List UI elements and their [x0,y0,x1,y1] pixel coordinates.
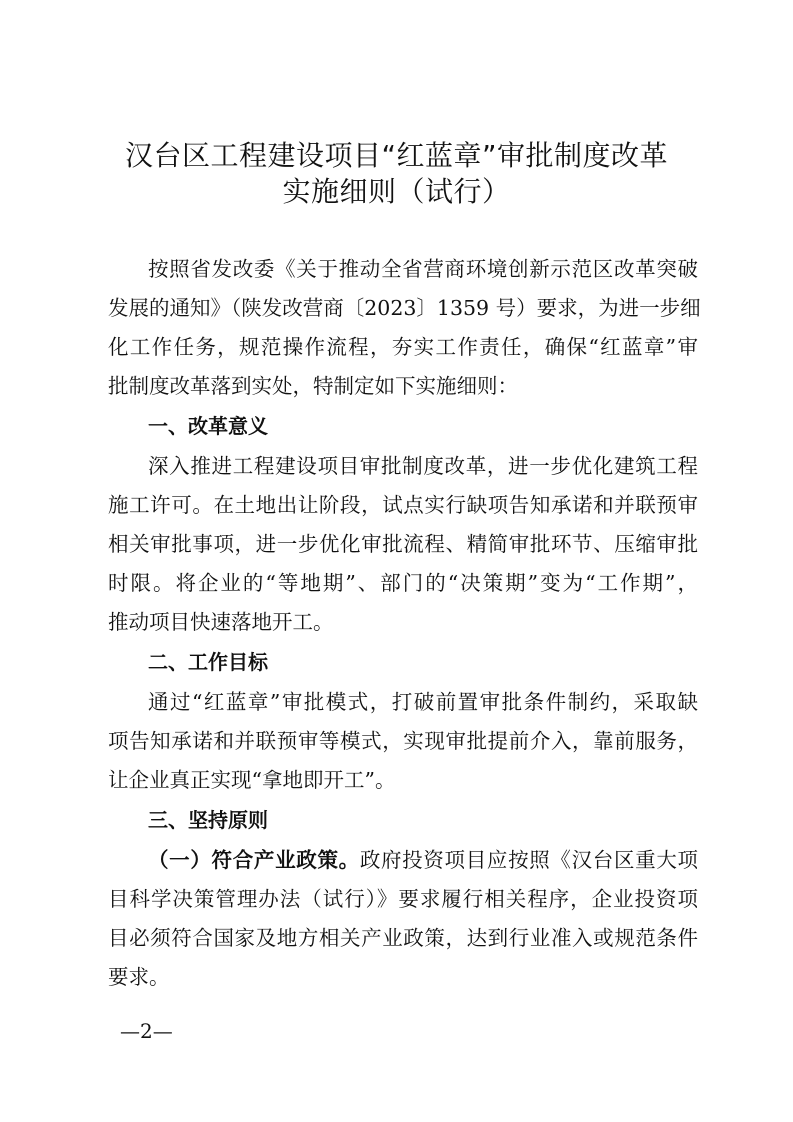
section-3-line-3: 目必须符合国家及地方相关产业政策，达到行业准入或规范条件 [108,926,698,950]
section-1-line-4: 时限。将企业的“等地期”、部门的“决策期”变为“工作期”， [108,571,698,595]
section-1-line-5: 推动项目快速落地开工。 [108,610,334,634]
section-3-line-1 [148,845,698,875]
intro-line-2: 发展的通知》（陕发改营商〔2023〕1359 号）要求，为进一步细 [108,296,701,320]
section-3-line-2: 目科学决策管理办法（试行）》要求履行相关程序，企业投资项 [108,887,698,911]
section-heading-1: 一、改革意义 [148,414,268,438]
section-3-line-1-text: 政府投资项目应按照《汉台区重大项 [359,848,699,872]
document-title-line-2: 实施细则（试行） [282,175,511,208]
section-3-line-4: 要求。 [108,965,170,989]
section-2-line-3: 让企业真正实现“拿地即开工”。 [108,768,396,792]
section-2-line-2: 项告知承诺和并联预审等模式，实现审批提前介入，靠前服务， [108,729,698,753]
section-heading-3: 三、坚持原则 [148,808,268,832]
section-1-line-1: 深入推进工程建设项目审批制度改革，进一步优化建筑工程 [148,454,698,478]
section-heading-2: 二、工作目标 [148,650,268,674]
intro-line-3: 化工作任务，规范操作流程，夯实工作责任，确保“红蓝章”审 [108,335,698,359]
page-number: —2— [120,1019,173,1043]
section-2-line-1: 通过“红蓝章”审批模式，打破前置审批条件制约，采取缺 [148,690,698,714]
document-title-line-1: 汉台区工程建设项目“红蓝章”审批制度改革 [124,139,668,172]
section-1-line-3: 相关审批事项，进一步优化审批流程、精简审批环节、压缩审批 [108,532,698,556]
section-1-line-2: 施工许可。在土地出让阶段，试点实行缺项告知承诺和并联预审 [108,493,698,517]
intro-line-4: 批制度改革落到实处，特制定如下实施细则： [108,374,518,398]
subsection-lead: （一）符合产业政策。 [148,848,360,872]
intro-line-1: 按照省发改委《关于推动全省营商环境创新示范区改革突破 [148,257,698,281]
